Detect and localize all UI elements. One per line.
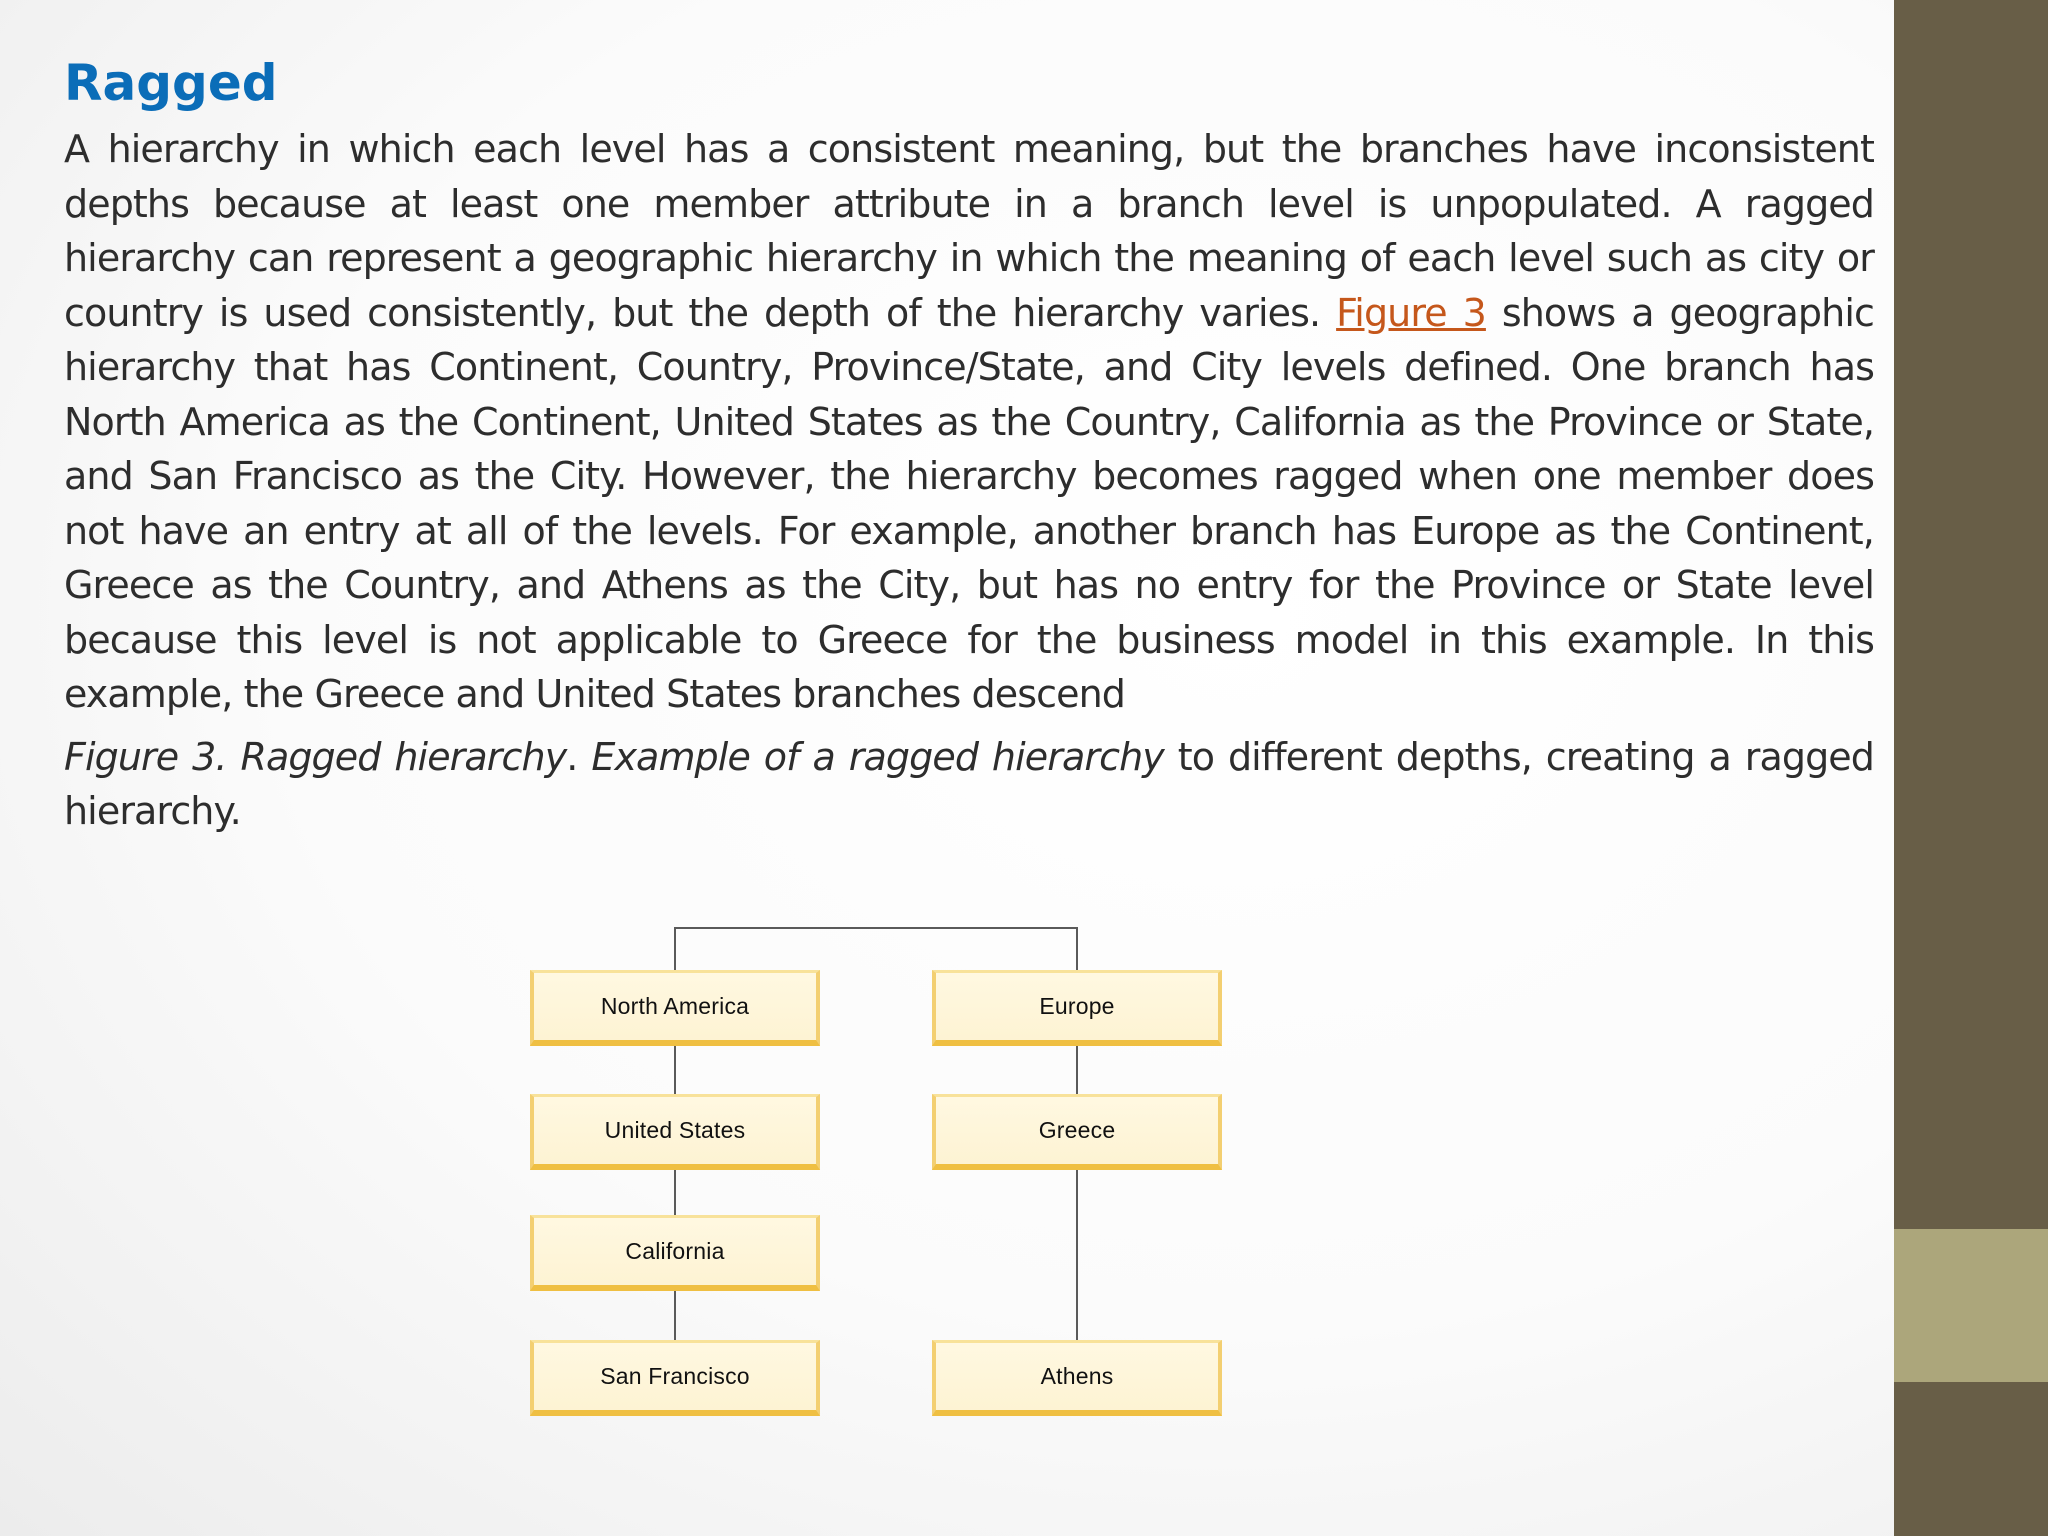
node-california: California [530, 1215, 820, 1291]
side-accent-block [1894, 1229, 2048, 1382]
slide-title: Ragged [64, 54, 278, 112]
node-north-america: North America [530, 970, 820, 1046]
caption-example-label: Example of a ragged hierarchy [591, 734, 1164, 779]
paragraph-text-before-link: A hierarchy in which each level has a consistent meaning, but the branches have inconsistent depths because at least one member attribute in a branch level is unpopulated. A ragged hierarchy can represent a geographic hierarchy in which the meaning of each level such as city or country is used consistently, but the depth of the hierarchy varies. [64, 127, 1874, 335]
paragraph-text-after-link: shows a geographic hierarchy that has Continent, Country, Province/State, and City levels defined. One branch has North America as the Continent, United States as the Country, California as the Province or State, and San Francisco as the City. However, the hierarchy becomes ragged when one member does not have an entry at all of the levels. For example, another branch has Europe as the Continent, Greece as the Country, and Athens as the City, but has no entry for the Province or State level because this level is not applicable to Greece for the business model in this example. In this example, the Greece and United States branches descend [64, 290, 1874, 716]
node-greece: Greece [932, 1094, 1222, 1170]
caption-figure-label: Figure 3. Ragged hierarchy [64, 734, 567, 779]
node-europe: Europe [932, 970, 1222, 1046]
figure-caption [64, 730, 1874, 839]
node-san-francisco: San Francisco [530, 1340, 820, 1416]
caption-separator: . [566, 734, 592, 779]
body-paragraph [64, 122, 1874, 722]
figure-3-link[interactable]: Figure 3 [1336, 290, 1486, 335]
root-connector [675, 928, 1077, 972]
ragged-hierarchy-diagram [530, 920, 1230, 1420]
node-united-states: United States [530, 1094, 820, 1170]
caption-rest: to different depths, creating a ragged hierarchy. [64, 734, 1874, 833]
node-athens: Athens [932, 1340, 1222, 1416]
slide-content [64, 52, 1874, 839]
